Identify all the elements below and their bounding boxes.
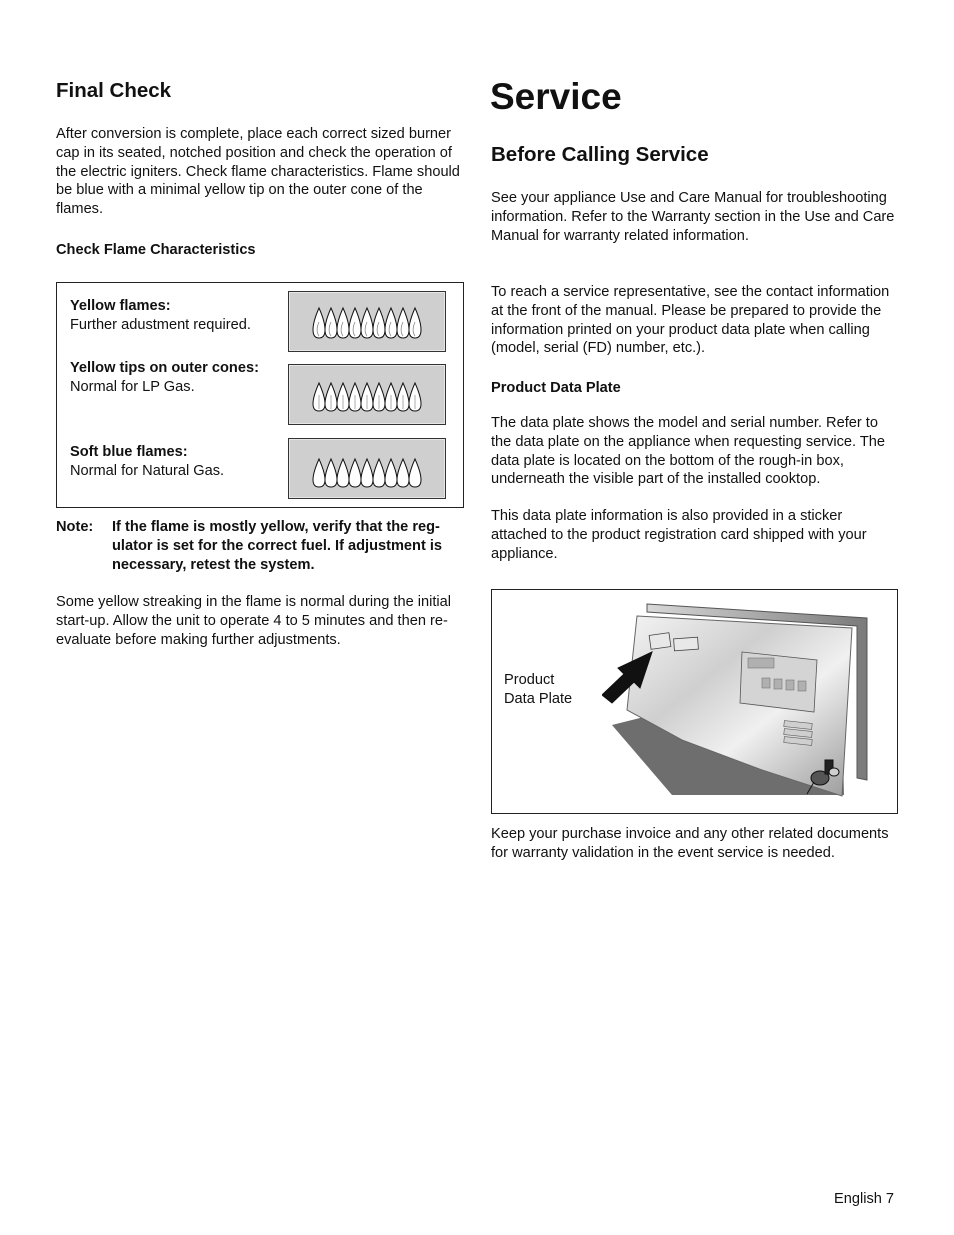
flame-desc: Further adustment required. <box>70 316 251 333</box>
before-calling-heading: Before Calling Service <box>491 143 709 166</box>
figure-label-line2: Data Plate <box>504 690 573 707</box>
product-data-plate-heading: Product Data Plate <box>491 380 621 396</box>
flame-characteristics-table <box>56 282 464 508</box>
flame-title: Yellow tips on outer cones: <box>70 360 259 376</box>
yellow-flames-icon <box>288 291 446 352</box>
service-rep-paragraph: To reach a service representative, see the contact information at the front of the manual. Please be prepared to provide the information printed on your product data plate when calling (model, serial (FD) number, etc.). <box>491 284 890 357</box>
invoice-paragraph: Keep your purchase invoice and any other related documents for warranty validation in the event service is needed. <box>491 826 889 861</box>
troubleshooting-paragraph: See your appliance Use and Care Manual for troubleshooting information. Refer to the Warranty section in the Use and Care Manual for warranty related information. <box>491 190 895 244</box>
flame-row-yellow-tips <box>70 359 270 397</box>
flame-desc: Normal for Natural Gas. <box>70 462 225 479</box>
yellow-tip-flames-icon <box>288 364 446 425</box>
service-heading: Service <box>490 76 622 117</box>
final-check-heading: Final Check <box>56 79 172 102</box>
sticker-paragraph: This data plate information is also provided in a sticker attached to the product registration card shipped with your appliance. <box>491 508 867 562</box>
flame-title: Yellow flames: <box>70 298 171 314</box>
blue-flames-icon <box>288 438 446 499</box>
streaking-paragraph: Some yellow streaking in the flame is normal during the initial start-up. Allow the unit to operate 4 to 5 minutes and then re-evaluate before making further adjustments. <box>56 594 452 648</box>
final-check-paragraph: After conversion is complete, place each correct sized burner cap in its seated, notched position and check the operation of the electric igniters. Check flame characteristics. Flame should be blue with a minimal yellow tip on the outer cone of the flames. <box>56 126 460 218</box>
page-number: English 7 <box>834 1191 895 1207</box>
check-flame-heading: Check Flame Characteristics <box>56 242 256 258</box>
note-label: Note: <box>56 519 94 535</box>
figure-label-line1: Product <box>504 672 555 688</box>
data-plate-paragraph: The data plate shows the model and serial number. Refer to the data plate on the appliance when requesting service. The data plate is located on the bottom of the rough-in box, underneath the visible part of the installed cooktop. <box>491 415 886 488</box>
yellow-tip-flames-svg <box>289 365 445 424</box>
flame-row-yellow <box>70 297 270 335</box>
figure-label <box>504 671 572 709</box>
cooktop-rough-in-box-illustration <box>602 600 887 808</box>
flame-desc: Normal for LP Gas. <box>70 378 195 395</box>
note-text: If the flame is mostly yellow, verify that the reg-ulator is set for the correct fuel. If adjustment is necessary, retest the system. <box>112 519 443 573</box>
product-data-plate-figure <box>491 589 898 814</box>
flame-title: Soft blue flames: <box>70 444 188 460</box>
blue-flames-svg <box>289 439 445 498</box>
yellow-flames-svg <box>289 292 445 351</box>
flame-row-blue <box>70 443 270 481</box>
